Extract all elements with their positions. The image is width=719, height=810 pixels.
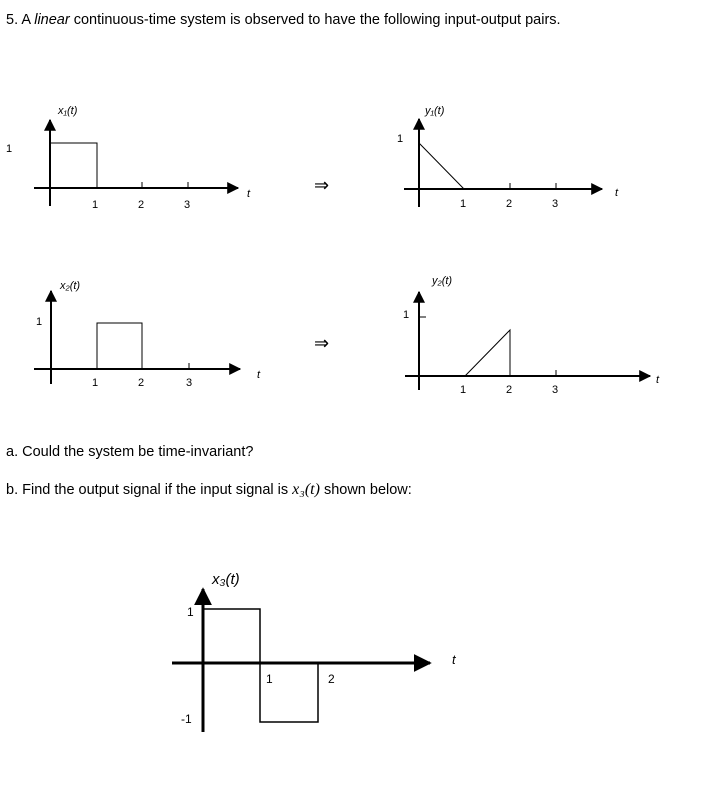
x3-tick-label-2: 2 <box>328 672 335 686</box>
x3-amplitude-pos-label: 1 <box>187 605 194 619</box>
implies-arrow-1: ⇒ <box>314 175 330 195</box>
x1-label: x₁(t) <box>58 105 78 117</box>
y2-tick-label-1: 1 <box>460 384 467 396</box>
question-b-label: b. <box>6 482 19 498</box>
question-b-after: shown below: <box>323 482 412 498</box>
y1-tick-label-3: 3 <box>552 198 559 210</box>
y1-amplitude-label: 1 <box>397 133 404 145</box>
graph-y1 <box>397 105 619 210</box>
y1-axis-label: t <box>615 187 619 199</box>
question-a-text: Could the system be time-invariant? <box>22 444 254 460</box>
graph-x2 <box>34 280 261 389</box>
y2-tick-label-3: 3 <box>552 384 559 396</box>
x2-label: x₂(t) <box>60 280 81 292</box>
question-b-text: Find the output signal if the input signal is <box>22 482 289 498</box>
x1-tick-label-1: 1 <box>92 199 99 211</box>
y1-tick-label-1: 1 <box>460 198 467 210</box>
y2-amplitude-label: 1 <box>403 309 410 321</box>
x1-tick-label-3: 3 <box>184 199 191 211</box>
question-b-signal: x₃(t) <box>292 481 320 498</box>
x1-amplitude-label: 1 <box>6 143 13 155</box>
x1-axis-label: t <box>247 188 251 200</box>
x2-signal <box>97 323 142 369</box>
x2-amplitude-label: 1 <box>36 316 43 328</box>
y2-label: y₂(t) <box>432 275 453 287</box>
x2-tick-label-2: 2 <box>138 377 145 389</box>
x3-label: x₃(t) <box>212 571 240 588</box>
problem-number: 5. <box>6 12 19 28</box>
x3-tick-label-1: 1 <box>266 672 273 686</box>
x2-tick-label-3: 3 <box>186 377 193 389</box>
graph-y2 <box>403 275 660 396</box>
y1-label: y₁(t) <box>425 105 445 117</box>
intro-emphasis: linear <box>34 12 70 28</box>
x2-axis-label: t <box>257 369 261 381</box>
graph-x3 <box>172 571 457 732</box>
implies-arrow-2: ⇒ <box>314 333 330 353</box>
x1-tick-label-2: 2 <box>138 199 145 211</box>
intro-after: continuous-time system is observed to have the following input-output pairs. <box>73 12 561 28</box>
intro-before: A <box>21 12 31 28</box>
y2-signal <box>465 330 510 376</box>
x1-signal <box>50 143 97 188</box>
graph-x1 <box>6 105 251 211</box>
x3-signal <box>203 609 318 722</box>
x3-axis-label: t <box>452 652 456 667</box>
y2-axis-label: t <box>656 374 660 386</box>
y2-tick-label-2: 2 <box>506 384 513 396</box>
question-a-label: a. <box>6 444 19 460</box>
x3-amplitude-neg-label: -1 <box>181 712 192 726</box>
x2-tick-label-1: 1 <box>92 377 99 389</box>
y1-tick-label-2: 2 <box>506 198 513 210</box>
y1-signal <box>419 143 464 189</box>
